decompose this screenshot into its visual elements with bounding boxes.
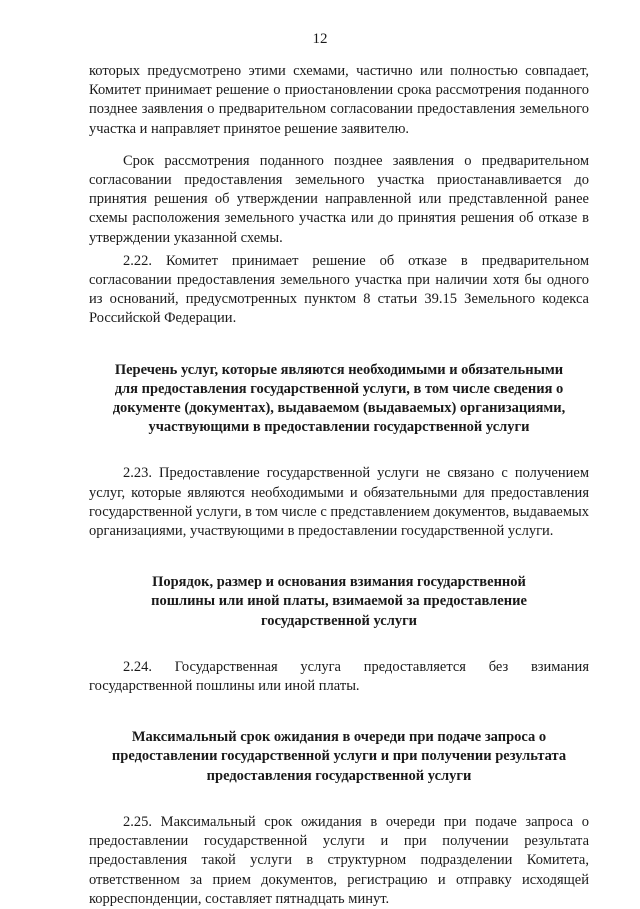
paragraph-continuation: которых предусмотрено этими схемами, частично или полностью совпадает, Комитет принимает решение о приостановлении срока рассмотрения поданного позднее заявления о предварительном согласовании предоставления земельного участка и направляет принятое решение заявителю. — [89, 63, 589, 137]
paragraph-2-22: 2.22. Комитет принимает решение об отказе в предварительном согласовании предоставления земельного участка при наличии хотя бы одного из оснований, предусмотренных пунктом 8 статьи 39.15 Земельного кодекса Российской Федерации. — [89, 252, 589, 327]
document-body — [89, 62, 589, 909]
page-number: 12 — [312, 31, 328, 47]
section-heading-queue: Максимальный срок ожидания в очереди при подаче запроса о предоставлении государственной услуги и при получении результата предоставления государственной услуги — [111, 729, 567, 784]
section-heading-services: Перечень услуг, которые являются необходимыми и обязательными для предоставления государственной услуги, в том числе сведения о документе (документах), выдаваемом (выдаваемых) организациями, участвующими в предоставлении государственной услуги — [112, 361, 566, 436]
paragraph-2-23: 2.23. Предоставление государственной услуги не связано с получением услуг, которые являются необходимыми и обязательными для предоставления государственной услуги, в том числе с представлением документов, выдаваемых организациями, участвующими в предоставлении государственной услуги. — [89, 465, 589, 540]
paragraph-suspension: Срок рассмотрения поданного позднее заявления о предварительном согласовании предоставления земельного участка приостанавливается до принятия решения об утверждении направленной или представленной ранее схемы расположения земельного участка или до принятия решения об отказе в утверждении указанной схемы. — [89, 152, 589, 246]
paragraph-2-24: 2.24. Государственная услуга предоставляется без взимания государственной пошлины или иной платы. — [89, 658, 589, 695]
paragraph-2-25: 2.25. Максимальный срок ожидания в очереди при подаче запроса о предоставлении государственной услуги и при получении результата предоставления такой услуги в структурном подразделении Комитета, ответственном за прием документов, регистрацию и отправку исходящей корреспонденции, составляет пятнадцать минут. — [89, 813, 589, 907]
section-heading-fees: Порядок, размер и основания взимания государственной пошлины или иной платы, взимаемой за предоставление государственной услуги — [151, 574, 527, 629]
